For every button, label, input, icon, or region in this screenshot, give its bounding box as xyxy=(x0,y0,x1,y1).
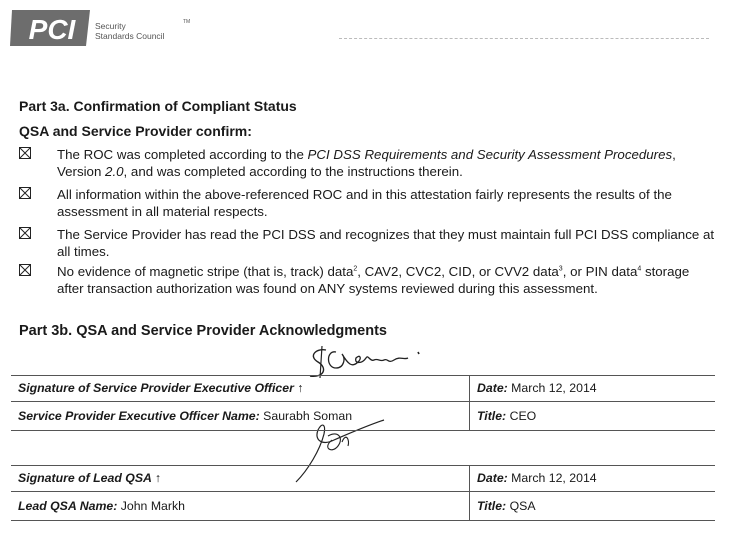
confirmation-item-text: The Service Provider has read the PCI DSS and recognizes that they must maintain full PCI DSS compliance at all times. xyxy=(57,227,715,259)
pci-logo-mark xyxy=(10,8,92,48)
title-cell xyxy=(477,409,536,423)
lead-qsa-name-value: John Markh xyxy=(120,499,185,513)
header-divider xyxy=(339,38,709,39)
date-value: March 12, 2014 xyxy=(511,471,597,485)
logo-line-1: Security xyxy=(95,21,126,31)
logo-tm: TM xyxy=(183,19,191,25)
title-value: QSA xyxy=(509,499,536,513)
table-rule xyxy=(11,520,715,521)
date-value: March 12, 2014 xyxy=(511,381,597,395)
lead-qsa-name-cell xyxy=(18,499,185,513)
signature-lead-qsa-label: Signature of Lead QSA ↑ xyxy=(18,471,162,485)
table-rule xyxy=(11,401,715,402)
checked-box-icon[interactable] xyxy=(19,147,31,159)
logo-wordmark xyxy=(95,21,164,41)
executive-name-value: Saurabh Soman xyxy=(263,409,353,423)
checked-box-icon[interactable] xyxy=(19,264,31,276)
date-label: Date: xyxy=(477,381,508,395)
table-rule xyxy=(11,430,715,431)
logo-line-2: Standards Council xyxy=(95,31,165,41)
title-label: Title: xyxy=(477,409,507,423)
title-value: CEO xyxy=(509,409,537,423)
executive-name-label: Service Provider Executive Officer Name: xyxy=(18,409,260,423)
checked-box-icon[interactable] xyxy=(19,227,31,239)
table-column-divider xyxy=(469,375,470,430)
confirmation-item-text: No evidence of magnetic stripe (that is, track) data$^2$, CAV2, CVC2, CID, or CVV2 data$^3$, or PIN data$^4$ storage after transaction authorization was found on ANY systems reviewed during this assessment. xyxy=(57,264,690,296)
lead-qsa-name-label: Lead QSA Name: xyxy=(18,499,118,513)
date-label: Date: xyxy=(477,471,508,485)
table-column-divider xyxy=(469,465,470,520)
executive-signature-image xyxy=(296,338,466,386)
part-3a-title: Part 3a. Confirmation of Compliant Status xyxy=(19,98,297,114)
signature-executive-label: Signature of Service Provider Executive Officer ↑ xyxy=(18,381,304,395)
confirmation-item-text: All information within the above-referenced ROC and in this attestation fairly represents the results of the assessment in all material respects. xyxy=(57,187,672,219)
confirmation-item-text: The ROC was completed according to the PCI DSS Requirements and Security Assessment Procedures, Version 2.0, and was completed according to the instructions therein. xyxy=(57,147,676,179)
table-rule xyxy=(11,375,715,376)
table-rule xyxy=(11,465,715,466)
date-cell xyxy=(477,471,597,485)
title-cell xyxy=(477,499,536,513)
executive-name-cell xyxy=(18,409,352,423)
pci-ssc-logo xyxy=(10,6,210,52)
part-3b-title: Part 3b. QSA and Service Provider Acknowledgments xyxy=(19,323,387,339)
logo-mark-text: PCI xyxy=(28,14,76,45)
title-label: Title: xyxy=(477,499,507,513)
checked-box-icon[interactable] xyxy=(19,187,31,199)
table-rule xyxy=(11,491,715,492)
date-cell xyxy=(477,381,597,395)
part-3a-subtitle: QSA and Service Provider confirm: xyxy=(19,123,252,139)
